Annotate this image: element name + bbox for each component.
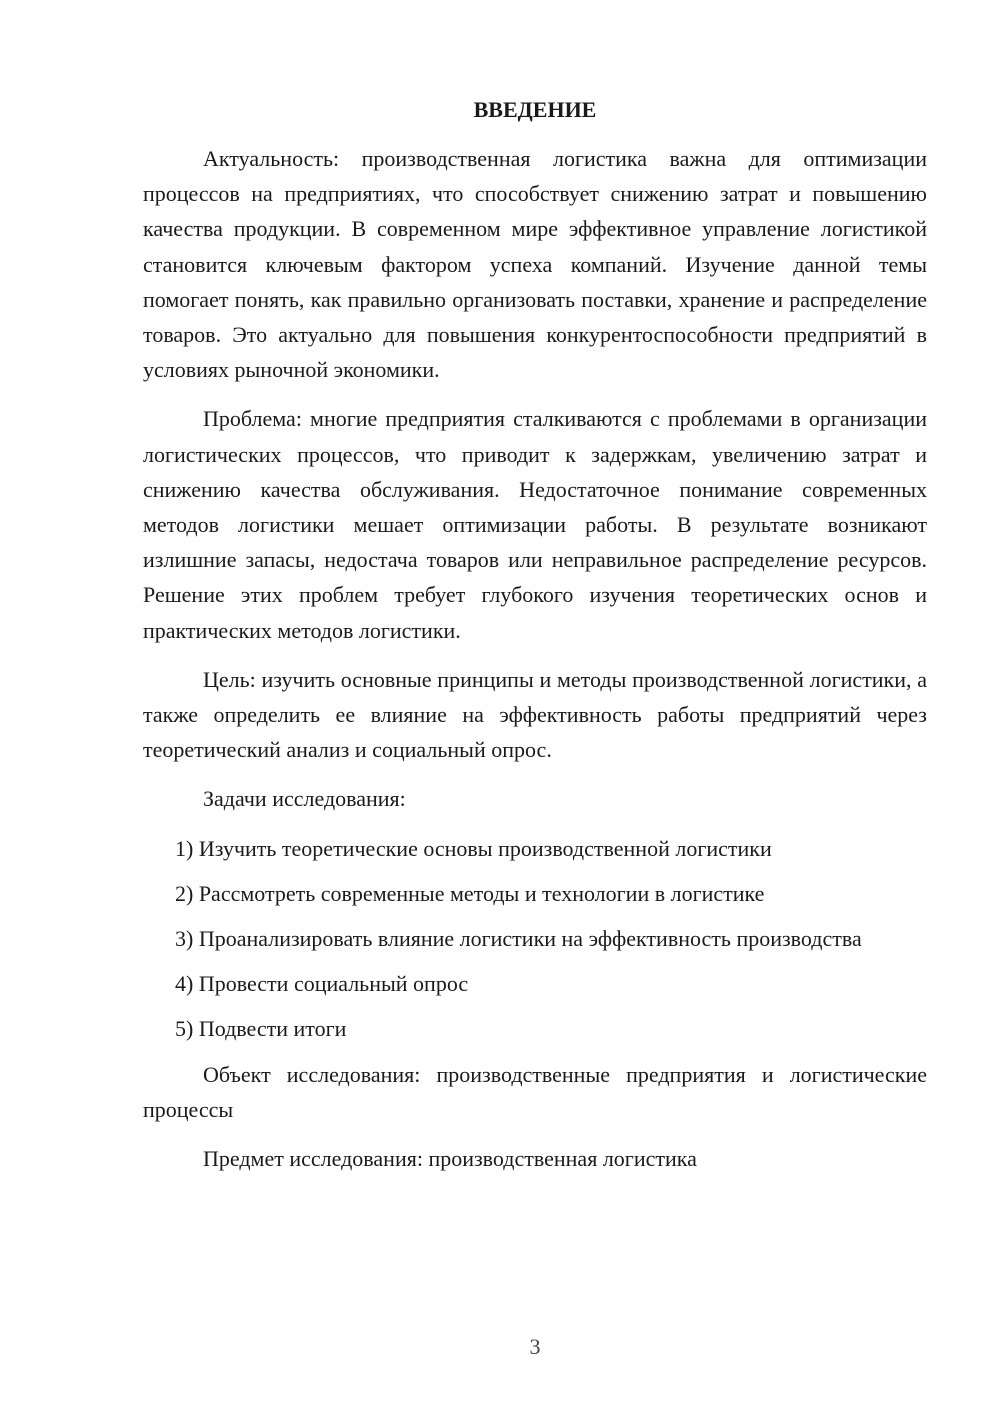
page-number: 3 — [529, 1334, 541, 1359]
task-item-5: 5) Подвести итоги — [175, 1016, 347, 1042]
document-page — [143, 92, 927, 1190]
task-item-2: 2) Рассмотреть современные методы и технологии в логистике — [175, 880, 765, 906]
tasks-heading: Задачи исследования: — [203, 786, 406, 812]
task-item-3: 3) Проанализировать влияние логистики на эффективность производства — [175, 926, 862, 952]
problem-paragraph: Проблема: многие предприятия сталкиваются с проблемами в организации логистических процессов, что приводит к задержкам, увеличению затрат и снижению качества обслуживания. Недостаточное понимание современных методов логистики мешает оптимизации работы. В результате возникают излишние запасы, недостача товаров или неправильное распределение ресурсов. Решение этих проблем требует глубокого изучения теоретических основ и практических методов логистики. — [143, 406, 927, 643]
relevance-paragraph: Актуальность: производственная логистика важна для оптимизации процессов на предприятиях, что способствует снижению затрат и повышению качества продукции. В современном мире эффективное управление логистикой становится ключевым фактором успеха компаний. Изучение данной темы помогает понять, как правильно организовать поставки, хранение и распределение товаров. Это актуально для повышения конкурентоспособности предприятий в условиях рыночной экономики. — [143, 146, 927, 383]
task-item-1: 1) Изучить теоретические основы производственной логистики — [175, 835, 772, 861]
task-item-4: 4) Провести социальный опрос — [175, 971, 469, 997]
object-paragraph: Объект исследования: производственные предприятия и логистические процессы — [143, 1061, 927, 1122]
goal-paragraph: Цель: изучить основные принципы и методы производственной логистики, а также определить ее влияние на эффективность работы предприятий через теоретический анализ и социальный опрос. — [143, 666, 927, 763]
subject-paragraph: Предмет исследования: производственная логистика — [203, 1146, 697, 1172]
page-title: ВВЕДЕНИЕ — [473, 97, 597, 122]
